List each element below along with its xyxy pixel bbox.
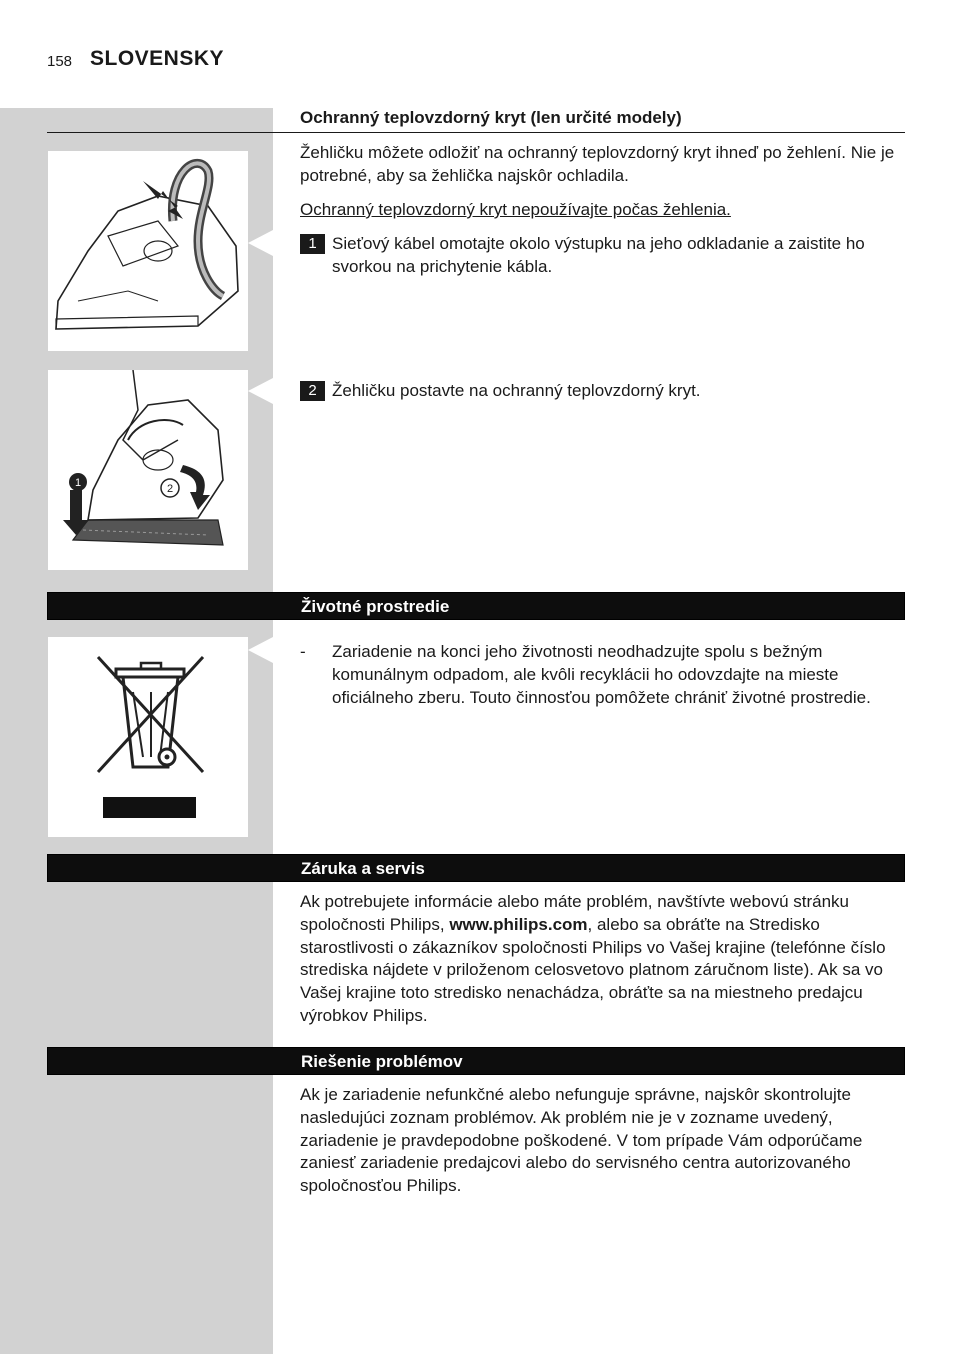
page-number: 158 xyxy=(47,53,73,70)
cord-wrap-illustration xyxy=(48,151,248,351)
iron-on-cover-icon xyxy=(48,370,248,570)
environment-section-title: Životné prostredie xyxy=(301,597,450,616)
crossed-bin-icon xyxy=(48,637,248,837)
language-heading: SLOVENSKY xyxy=(90,47,225,70)
environment-section-bar xyxy=(47,592,905,620)
troubleshooting-section-title: Riešenie problémov xyxy=(301,1052,463,1071)
cover-warning: Ochranný teplovzdorný kryt nepoužívajte počas žehlenia. xyxy=(300,200,731,219)
iron-cord-icon xyxy=(48,151,248,351)
dash-bullet: - xyxy=(300,642,306,661)
cover-section-title: Ochranný teplovzdorný kryt (len určité modely) xyxy=(300,108,682,127)
step-number: 2 xyxy=(300,381,325,401)
troubleshooting-text: Ak je zariadenie nefunkčné alebo nefunguje správne, najskôr skontrolujte nasledujúci zoznam problémov. Ak problém nie je v zozname uvedený, zariadenie je pravdepodobne poškodené. V tom prípade Vám odporúčame zaniesť zariadenie predajcovi alebo do servisného centra autorizovaného spoločnosťou Philips. xyxy=(300,1085,863,1196)
warranty-text-start: Ak potrebujete informácie alebo máte problém, navštívte webovú stránku spoločnosti Philips, xyxy=(300,892,850,934)
step-text: Žehličku postavte na ochranný teplovzdorný kryt. xyxy=(332,381,701,400)
philips-website-link[interactable]: www.philips.com xyxy=(449,914,588,934)
step-1 xyxy=(300,233,900,279)
warranty-section-title: Záruka a servis xyxy=(301,859,425,878)
environment-item xyxy=(300,641,900,709)
weee-illustration xyxy=(48,637,248,837)
callout-pointer xyxy=(248,637,273,663)
figure-label-2: 2 xyxy=(166,483,174,495)
step-text: Sieťový kábel omotajte okolo výstupku na jeho odkladanie a zaistite ho svorkou na prichytenie kábla. xyxy=(332,234,865,276)
warranty-section-bar xyxy=(47,854,905,882)
environment-text: Zariadenie na konci jeho životnosti neodhadzujte spolu s bežným komunálnym odpadom, ale kvôli recyklácii ho odovzdajte na mieste oficiálneho zberu. Touto činnosťou pomôžete chrániť životné prostredie. xyxy=(332,642,871,707)
callout-pointer xyxy=(248,230,273,256)
place-on-cover-illustration xyxy=(48,370,248,570)
cover-intro: Žehličku môžete odložiť na ochranný teplovzdorný kryt ihneď po žehlení. Nie je potrebné, aby sa žehlička najskôr ochladila. xyxy=(300,143,895,185)
callout-pointer xyxy=(248,378,273,404)
step-2 xyxy=(300,380,900,403)
figure-label-1: 1 xyxy=(74,477,82,489)
troubleshooting-section-bar xyxy=(47,1047,905,1075)
warranty-text xyxy=(300,891,900,1028)
step-number: 1 xyxy=(300,234,325,254)
warranty-text-end: , alebo sa obráťte na Stredisko starostlivosti o zákazníkov spoločnosti Philips vo Vašej krajine (telefónne číslo strediska nájdete v priloženom celosvetovo platnom záručnom liste). Ak sa vo Vašej krajine toto stredisko nenachádza, obráťte sa na miestneho predajcu výrobkov Philips. xyxy=(300,914,886,1025)
section-rule xyxy=(47,132,905,133)
